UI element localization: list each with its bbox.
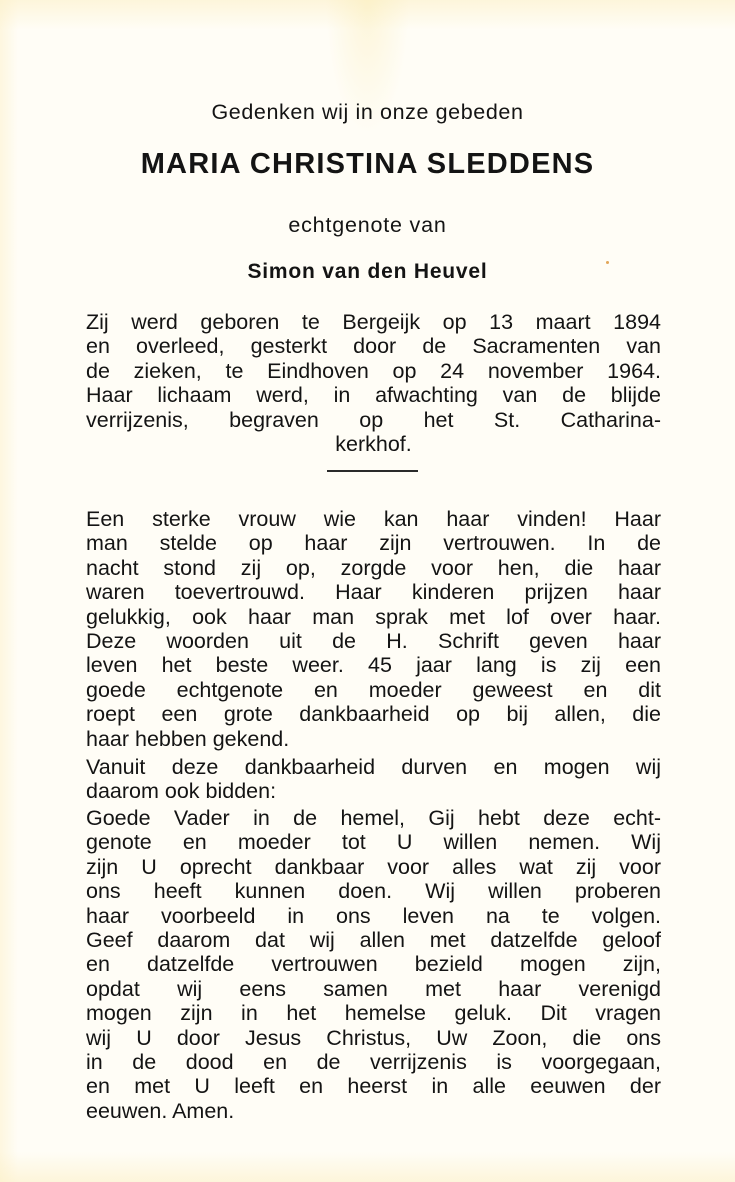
tribute-line: Deze woorden uit de H. Schrift geven haar [86,628,661,653]
biography-line: en overleed, gesterkt door de Sacramenten van [86,334,661,359]
biography-line: verrijzenis, begraven op het St. Catharina- [86,407,661,432]
tribute-line: nacht stond zij op, zorgde voor hen, die haar [86,555,661,580]
prayer-line: Geef daarom dat wij allen met datzelfde geloof [86,927,661,952]
tribute-line: goede echtgenote en moeder geweest en dit [86,677,661,702]
tribute-line: roept een grote dankbaarheid op bij allen, die [86,702,661,727]
prayer-line: zijn U oprecht dankbaar voor alles wat zij voor [86,854,661,879]
prayer-line: opdat wij eens samen met haar verenigd [86,976,661,1001]
prayer-line: Goede Vader in de hemel, Gij hebt deze echt- [86,806,661,830]
biography-line: Haar lichaam werd, in afwachting van de blijde [86,383,661,408]
relation-label: echtgenote van [288,213,447,237]
prayer-line: ons heeft kunnen doen. Wij willen proberen [86,879,661,904]
tribute-line: gelukkig, ook haar man sprak met lof over haar. [86,604,661,629]
prayer-line: mogen zijn in het hemelse geluk. Dit vragen [86,1001,661,1026]
tribute-paragraph [86,507,661,751]
tribute-line: haar hebben gekend. [86,726,290,751]
biography-line: Zij werd geboren te Bergeijk op 13 maart 1894 [86,310,661,334]
prayer-line: en met U leeft en heerst in alle eeuwen der [86,1074,661,1099]
biography-line: de zieken, te Eindhoven op 24 november 1964. [86,358,661,383]
prayer-intro-paragraph [86,755,661,804]
prayer-intro-line: daarom ook bidden: [86,779,277,804]
prayer-line: wij U door Jesus Christus, Uw Zoon, die ons [86,1025,661,1050]
intro-line: Gedenken wij in onze gebeden [211,100,524,124]
biography-line: kerkhof. [335,431,412,456]
tribute-line: leven het beste weer. 45 jaar lang is zij een [86,653,661,678]
prayer-line: en datzelfde vertrouwen bezield mogen zijn, [86,952,661,977]
prayer-line: eeuwen. Amen. [86,1098,235,1123]
biography-paragraph [86,310,661,456]
prayer-line: in de dood en de verrijzenis is voorgegaan, [86,1049,661,1074]
deceased-name: MARIA CHRISTINA SLEDDENS [140,148,595,180]
prayer-paragraph [86,806,661,1123]
paper-speck [606,261,609,264]
tribute-line: man stelde op haar zijn vertrouwen. In de [86,531,661,556]
tribute-line: Een sterke vrouw wie kan haar vinden! Haar [86,507,661,531]
prayer-line: genote en moeder tot U willen nemen. Wij [86,830,661,855]
prayer-intro-line: Vanuit deze dankbaarheid durven en mogen wij [86,755,661,779]
divider-rule [327,470,418,472]
spouse-name: Simon van den Heuvel [247,260,488,283]
prayer-line: haar voorbeeld in ons leven na te volgen. [86,903,661,928]
tribute-line: waren toevertrouwd. Haar kinderen prijzen haar [86,580,661,605]
